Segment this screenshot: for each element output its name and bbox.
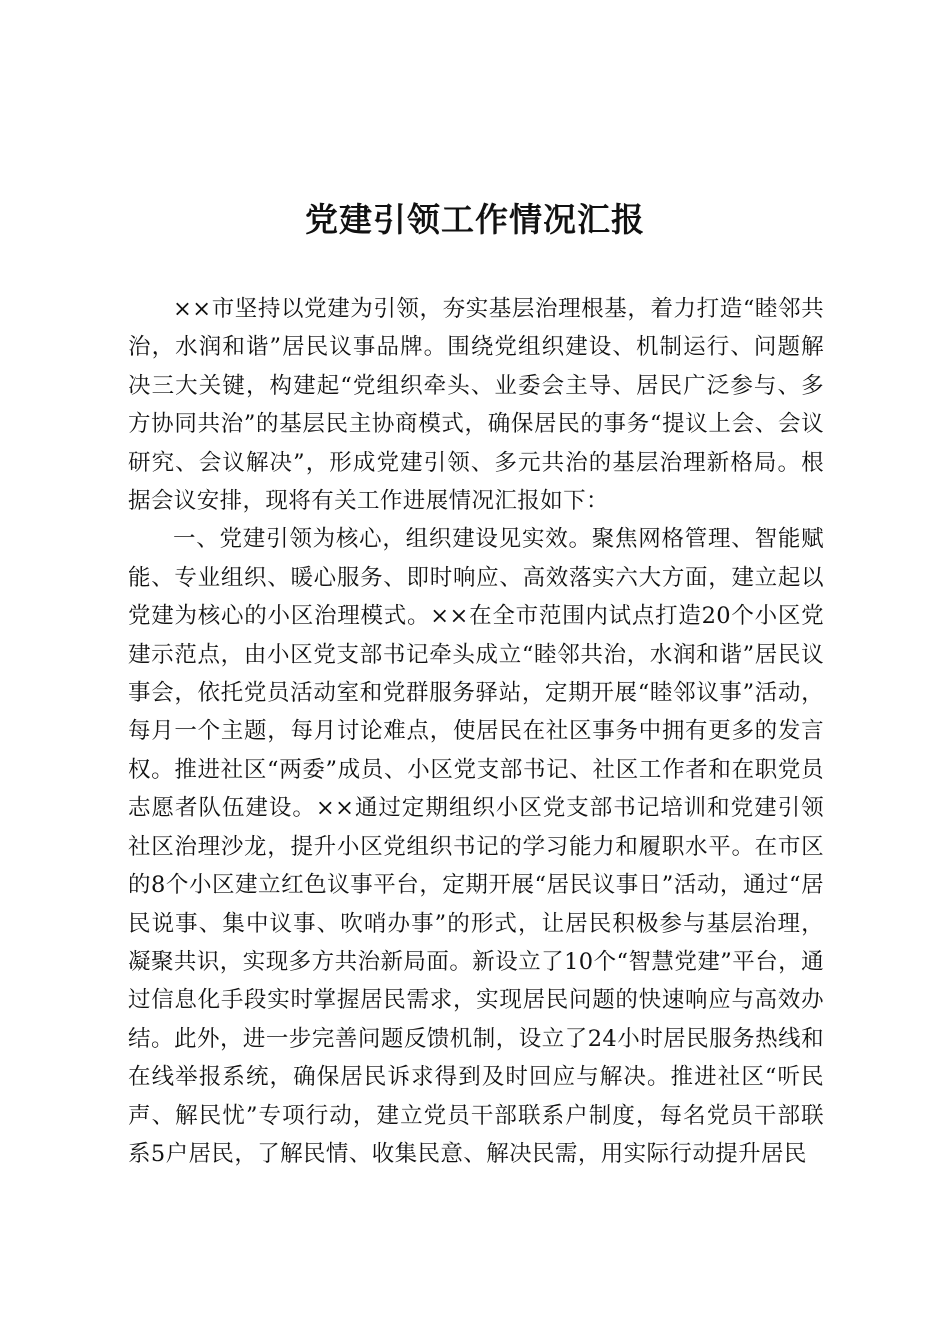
document-title: 党建引领工作情况汇报 — [305, 200, 645, 239]
document-body — [128, 290, 824, 1173]
intro-paragraph: ××市坚持以党建为引领，夯实基层治理根基，着力打造“睦邻共治，水润和谐”居民议事品牌。围绕党组织建设、机制运行、问题解决三大关键，构建起“党组织牵头、业委会主导、居民广泛参与、多方协同共治”的基层民主协商模式，确保居民的事务“提议上会、会议研究、会议解决”，形成党建引领、多元共治的基层治理新格局。根据会议安排，现将有关工作进展情况汇报如下： — [128, 296, 824, 515]
section-one-paragraph: 一、党建引领为核心，组织建设见实效。聚焦网格管理、智能赋能、专业组织、暖心服务、即时响应、高效落实六大方面，建立起以党建为核心的小区治理模式。××在全市范围内试点打造20个小区党建示范点，由小区党支部书记牵头成立“睦邻共治，水润和谐”居民议事会，依托党员活动室和党群服务驿站，定期开展“睦邻议事”活动，每月一个主题，每月讨论难点，使居民在社区事务中拥有更多的发言权。推进社区“两委”成员、小区党支部书记、社区工作者和在职党员志愿者队伍建设。××通过定期组织小区党支部书记培训和党建引领社区治理沙龙，提升小区党组织书记的学习能力和履职水平。在市区的8个小区建立红色议事平台，定期开展“居民议事日”活动，通过“居民说事、集中议事、吹哨办事”的形式，让居民积极参与基层治理，凝聚共识，实现多方共治新局面。新设立了10个“智慧党建”平台，通过信息化手段实时掌握居民需求，实现居民问题的快速响应与高效办结。此外，进一步完善问题反馈机制，设立了24小时居民服务热线和在线举报系统，确保居民诉求得到及时回应与解决。推进社区“听民声、解民忧”专项行动，建立党员干部联系户制度，每名党员干部联系5户居民，了解民情、收集民意、解决民需，用实际行动提升居民 — [128, 526, 824, 1167]
